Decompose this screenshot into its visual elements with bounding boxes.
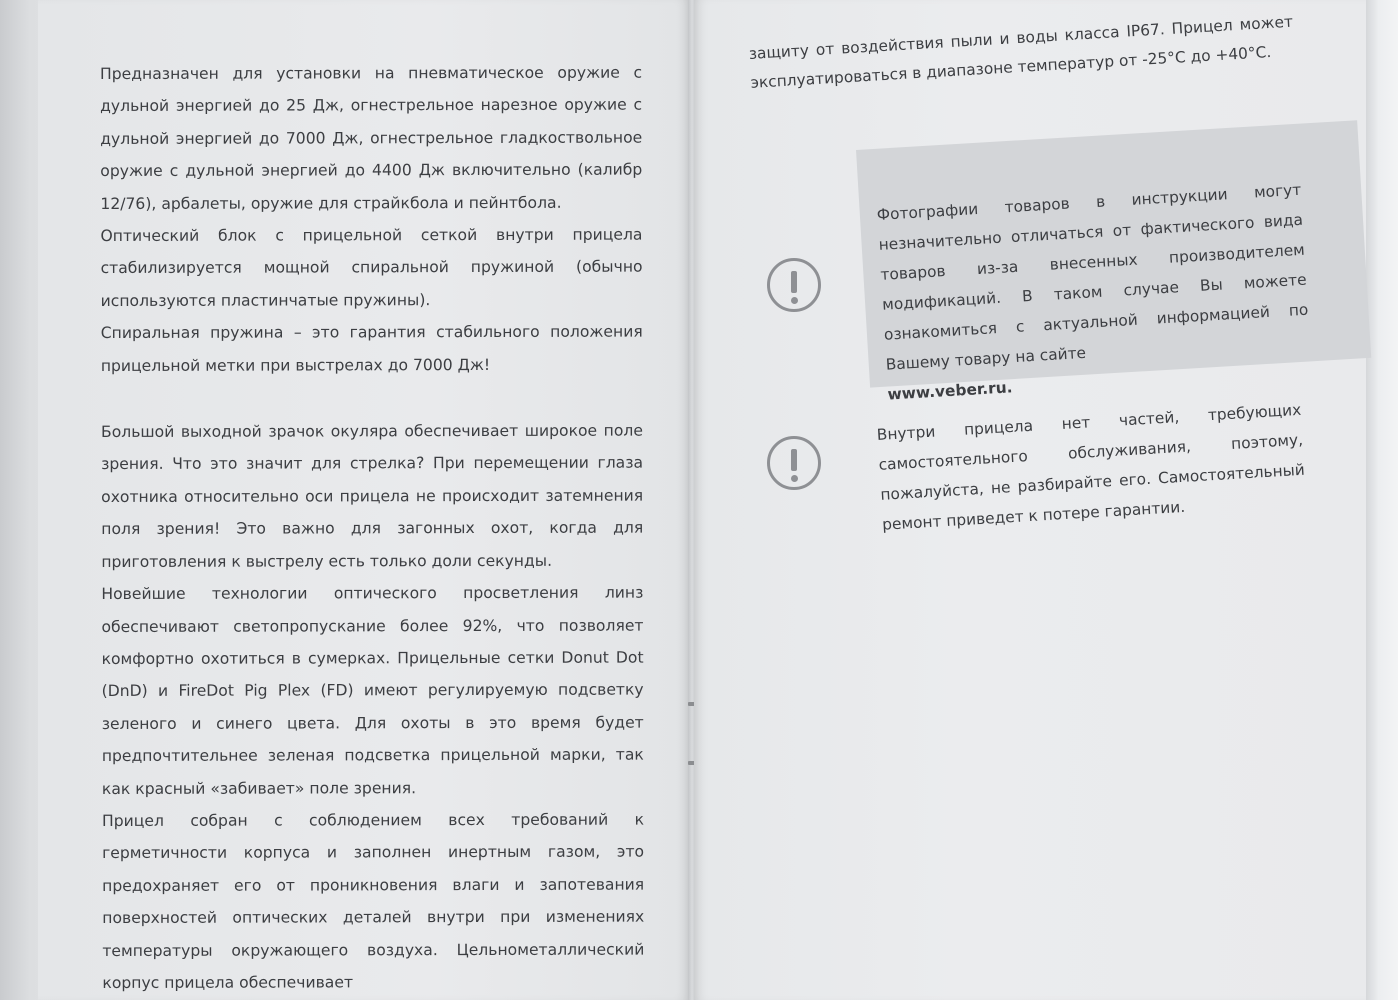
left-page-text	[100, 57, 644, 1000]
paragraph-protection: защиту от воздействия пыли и воды класса IP67. Прицел может эксплуатироваться в диапазоне температур от -25°C до +40°C.	[748, 12, 1294, 92]
paragraph-optical-block: Оптический блок с прицельной сеткой внутри прицела стабилизируется мощной спиральной пружиной (обычно используются пластинчатые пружины).	[100, 225, 643, 310]
paragraph-sealing: Прицел собран с соблюдением всех требований к герметичности корпуса и заполнен инертным газом, это предохраняет его от проникновения влаги и запотевания поверхностей оптических деталей внутри при изменениях температуры окружающего воздуха. Цельнометаллический корпус прицела обеспечивает	[101, 810, 645, 992]
warning-body: Внутри прицела нет частей, требующих самостоятельного обслуживания, поэтому, пожалуйста, не разбирайте его. Самостоятельный ремонт приведет к потере гарантии.	[876, 400, 1306, 534]
warning-text	[876, 395, 1307, 540]
paragraph-exit-pupil: Большой выходной зрачок окуляра обеспечивает широкое поле зрения. Что это значит для стрелка? При перемещении глаза охотника относительно оси прицела не происходит затемнения поля зрения! Это важно для загонных охот, когда для приготовления к выстрелу есть только доли секунды.	[100, 421, 644, 571]
paragraph-lens-coating: Новейшие технологии оптического просветления линз обеспечивают светопропускание более 92%, что позволяет комфортно охотиться в сумерках. Прицельные сетки Donut Dot (DnD) и FireDot Pig Plex (FD) имеют регулируемую подсветку зеленого и синего цвета. Для охоты в это время будет предпочтительнее зеленая подсветка прицельной марки, так как красный «забивает» поле зрения.	[101, 583, 644, 798]
page-edges	[1366, 0, 1398, 1000]
exclamation-bar	[791, 271, 797, 293]
paragraph-spiral-spring: Спиральная пружина – это гарантия стабильного положения прицельной метки при выстрелах до 7000 Дж!	[100, 322, 643, 375]
exclamation-circle-icon	[767, 436, 821, 490]
notice-body: Фотографии товаров в инструкции могут незначительно отличаться от фактического вида товаров из-за внесенных производителем модификаций. В таком случае Вы можете ознакомиться с актуальной информацией по Вашему товару на сайте	[876, 180, 1309, 374]
exclamation-circle-icon	[767, 258, 821, 312]
exclamation-dot	[791, 475, 798, 482]
exclamation-bar	[791, 449, 797, 471]
paragraph-purpose: Предназначен для установки на пневматическое оружие с дульной энергией до 25 Дж, огнестрельное нарезное оружие с дульной энергией до 7000 Дж, огнестрельное гладкоствольное оружие с дульной энергией до 4400 Дж включительно (калибр 12/76), арбалеты, оружие для страйкбола и пейнтбола.	[100, 63, 643, 213]
notice-website: www.veber.ru.	[887, 378, 1013, 404]
notice-text	[876, 175, 1313, 410]
exclamation-dot	[791, 297, 798, 304]
